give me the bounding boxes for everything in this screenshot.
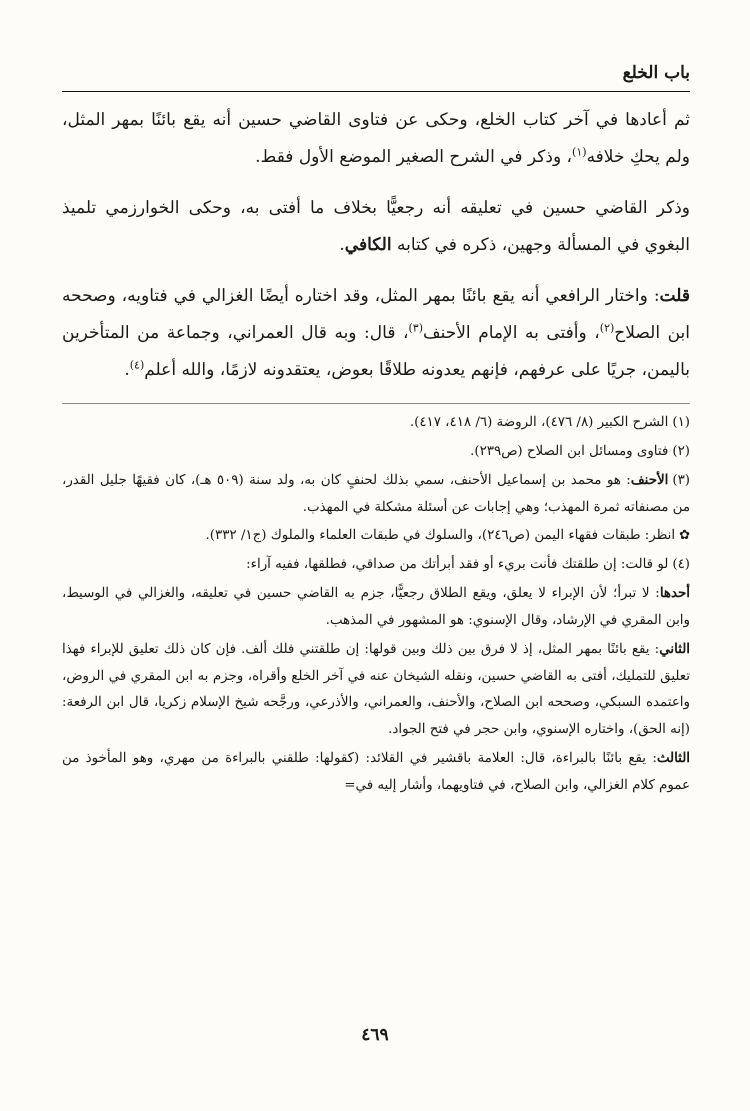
footnote-text: لو قالت: إن طلقتك فأنت بريء أو فقد أبرأتك من صداقي، فطلقها، ففيه آراء:	[246, 556, 669, 572]
paragraph-1-text: ثم أعادها في آخر كتاب الخلع، وحكى عن فتاوى القاضي حسين أنه يقع بائنًا بمهر المثل، ولم يحكِ خلافه	[62, 110, 690, 167]
paragraph-2-end: .	[339, 235, 345, 255]
paragraph-3-label: قلت	[659, 286, 690, 306]
footnote-3-see-also	[62, 523, 690, 550]
paragraph-3	[62, 278, 690, 389]
footnote-text: الشرح الكبير (٨/ ٤٧٦)، الروضة (٦/ ٤١٨، ٤١٧).	[409, 415, 669, 430]
opinion-text: : يقع بائنًا بالبراءة، قال: العلامة باقشير في القلائد: (كقولها: طلقني بالبراءة من مهري، وهو المأخوذ من عموم كلام الغزالي، وابن الصلاح، في فتاويهما، وأشار إليه في=	[62, 751, 690, 793]
paragraph-3-text-c: ، قال: وبه قال العمراني، وجماعة من المتأخرين باليمن، جريًا على عرفهم، فإنهم يعدونه طلاقًا بعوض، يعتقدونه لازمًا، والله أعلم	[62, 323, 690, 380]
footnote-number: (٢)	[672, 443, 690, 459]
footnote-divider	[62, 403, 690, 404]
footnote-label: الأحنف	[630, 472, 669, 488]
footnote-4	[62, 552, 690, 579]
footnote-ref-4[interactable]: (٤)	[129, 358, 145, 372]
footnote-4-opinion-1	[62, 580, 690, 634]
footnote-text: فتاوى ومسائل ابن الصلاح (ص٢٣٩).	[470, 443, 669, 459]
paragraph-2-text: وذكر القاضي حسين في تعليقه أنه رجعيًّا بخلاف ما أفتى به، وحكى الخوارزمي تلميذ البغوي في المسألة وجهين، ذكره في كتابه	[62, 198, 690, 255]
flower-icon: ✿	[679, 528, 690, 543]
running-head: باب الخلع	[62, 60, 690, 92]
footnote-4-opinion-2	[62, 636, 690, 743]
paragraph-1	[62, 102, 690, 176]
footnote-number: (٣)	[672, 473, 691, 488]
paragraph-2	[62, 190, 690, 264]
footnote-2	[62, 439, 690, 466]
footnote-text: انظر: طبقات فقهاء اليمن (ص٢٤٦)، والسلوك في طبقات العلماء والملوك (ج١/ ٣٣٢).	[205, 528, 676, 543]
footnote-ref-1[interactable]: (١)	[572, 145, 587, 159]
footnote-text: : هو محمد بن إسماعيل الأحنف، سمي بذلك لحنفٍ كان به، ولد سنة (٥٠٩ هـ)، كان فقيهًا جليل القدر، من مصنفاته ثمرة المهذب؛ وهي إجابات عن أسئلة مشكلة في المهذب.	[62, 473, 690, 515]
paragraph-3-end: .	[124, 360, 130, 380]
footnote-1	[62, 410, 690, 437]
opinion-label: الثالث	[656, 750, 690, 766]
book-title: الكافي	[344, 235, 392, 255]
footnote-number: (١)	[672, 415, 690, 430]
page	[62, 60, 690, 801]
footnote-3	[62, 467, 690, 521]
opinion-text: : يقع بائنًا بمهر المثل، إذ لا فرق بين ذلك وبين قولها: إن طلقتني فلك ألف. فإن كان ذلك تعليق للإبراء فهذا تعليق للتمليك، أفتى به القاضي حسين، ونقله الشيخان عنه في آخر الخلع وأقراه، وجزم به ابن المقري في الروض، واعتمده السبكي، وصححه ابن الصلاح، والأحنف، والعمراني، والأذرعي، ورجَّحه شيخ الإسلام زكريا، قال ابن الرفعة: (إنه الحق)، واختاره الإسنوي، وابن حجر في فتح الجواد.	[62, 642, 690, 737]
opinion-text: : لا تبرأ؛ لأن الإبراء لا يعلق، ويقع الطلاق رجعيًّا، جزم به القاضي حسين في تعليقه، والغزالي في الوسيط، وابن المقري في الإرشاد، وقال الإسنوي: هو المشهور في المذهب.	[62, 586, 690, 628]
footnote-ref-2[interactable]: (٢)	[599, 321, 615, 335]
paragraph-3-text-b: ، وأفتى به الإمام الأحنف	[423, 323, 600, 343]
paragraph-3-text-a: : واختار الرافعي أنه يقع بائنًا بمهر المثل، وقد اختاره أيضًا الغزالي في فتاويه، وصححه ابن الصلاح	[62, 286, 691, 343]
footnote-number: (٤)	[672, 556, 690, 572]
opinion-label: الثاني	[659, 641, 690, 657]
footnote-ref-3[interactable]: (٣)	[408, 321, 423, 335]
page-number: ٤٦٩	[361, 1025, 389, 1045]
footnotes	[62, 410, 690, 799]
paragraph-1-tail: ، وذكر في الشرح الصغير الموضع الأول فقط.	[255, 147, 573, 167]
footnote-4-opinion-3	[62, 745, 690, 799]
opinion-label: أحدها	[659, 585, 690, 601]
body-text	[62, 102, 690, 389]
